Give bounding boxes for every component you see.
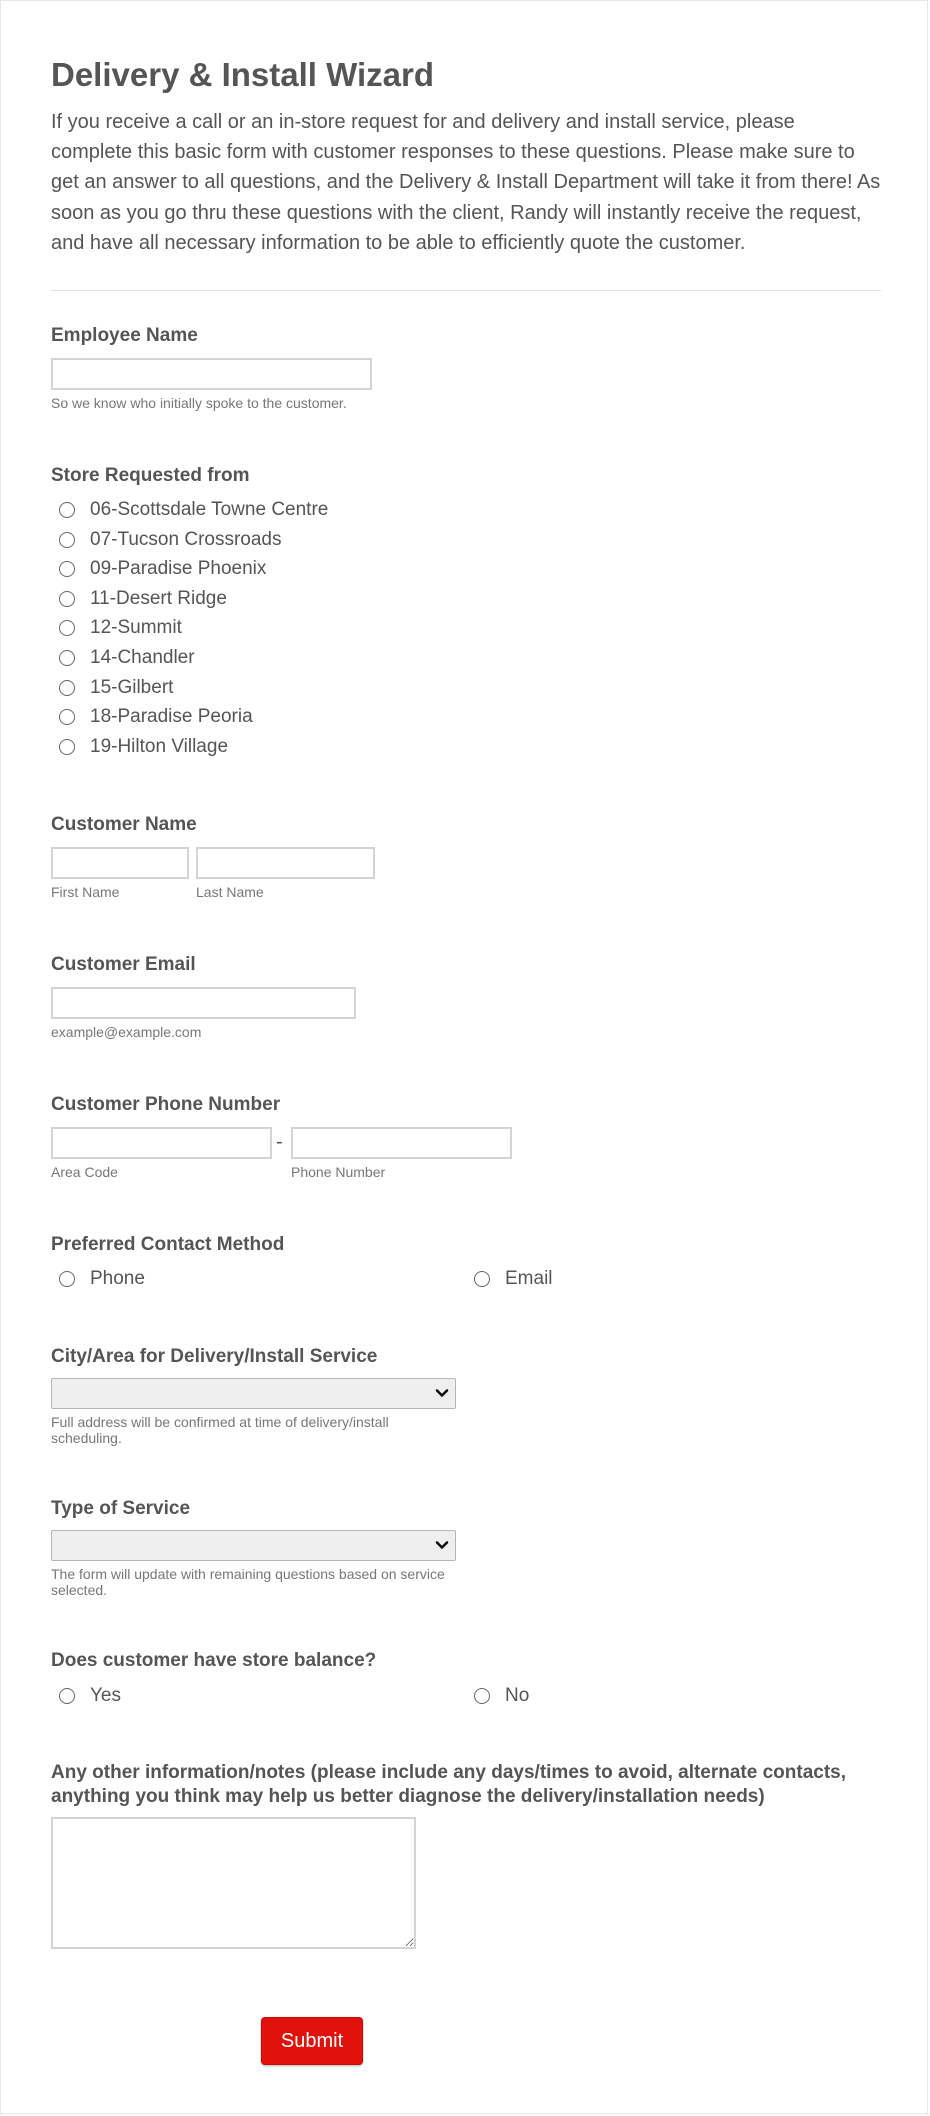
city-area-label: City/Area for Delivery/Install Service: [51, 1346, 378, 1367]
store-option-07[interactable]: [59, 527, 281, 553]
store-balance-no[interactable]: [474, 1683, 529, 1709]
store-option-label: 07-Tucson Crossroads: [90, 528, 282, 550]
contact-option-label: Email: [505, 1268, 553, 1289]
employee-name-input[interactable]: [51, 358, 372, 390]
customer-phone-label: Customer Phone Number: [51, 1094, 281, 1115]
store-option-15[interactable]: [59, 675, 173, 701]
contact-option-email[interactable]: [474, 1266, 553, 1292]
submit-button[interactable]: Submit: [261, 2017, 363, 2065]
radio-circle[interactable]: [59, 709, 75, 725]
store-option-11[interactable]: [59, 586, 227, 612]
radio-circle[interactable]: [59, 502, 75, 518]
radio-circle[interactable]: [59, 591, 75, 607]
store-option-label: 18-Paradise Peoria: [90, 706, 253, 728]
radio-circle[interactable]: [474, 1688, 490, 1704]
store-option-label: 09-Paradise Phoenix: [90, 558, 267, 580]
radio-circle[interactable]: [59, 1688, 75, 1704]
store-option-19[interactable]: [59, 734, 228, 760]
first-name-input[interactable]: [51, 847, 189, 879]
store-option-label: 11-Desert Ridge: [90, 587, 227, 609]
form-title: Delivery & Install Wizard: [51, 56, 434, 93]
first-name-hint: First Name: [51, 884, 120, 900]
last-name-input[interactable]: [196, 847, 375, 879]
store-option-label: 19-Hilton Village: [90, 735, 229, 757]
store-option-18[interactable]: [59, 704, 253, 730]
store-balance-option-label: No: [505, 1685, 530, 1706]
store-option-label: 12-Summit: [90, 617, 182, 639]
radio-circle[interactable]: [59, 532, 75, 548]
radio-circle[interactable]: [474, 1271, 490, 1287]
form-intro: If you receive a call or an in-store request for and delivery and install service, please complete this basic form with customer responses to these questions. Please make sure to get an answer to all questions, and the Delivery & Install Department will take it from there! As soon as you go thru these questions with the client, Randy will instantly receive the request, and have all necessary information to be able to efficiently quote the customer.: [51, 111, 881, 254]
notes-label: Any other information/notes (please include any days/times to avoid, alternate contacts, anything you think may help us better diagnose the delivery/installation needs): [51, 1762, 847, 1807]
store-label: Store Requested from: [51, 465, 250, 486]
phone-number-hint: Phone Number: [291, 1164, 386, 1180]
radio-circle[interactable]: [59, 620, 75, 636]
area-code-hint: Area Code: [51, 1164, 118, 1180]
store-option-14[interactable]: [59, 645, 195, 671]
employee-name-label: Employee Name: [51, 325, 198, 346]
customer-email-label: Customer Email: [51, 954, 196, 975]
city-area-hint: Full address will be confirmed at time of delivery/install scheduling.: [51, 1414, 389, 1446]
contact-option-phone[interactable]: [59, 1266, 145, 1292]
area-code-input[interactable]: [51, 1127, 272, 1159]
store-option-label: 15-Gilbert: [90, 676, 174, 698]
city-area-select[interactable]: [51, 1378, 456, 1409]
store-balance-label: Does customer have store balance?: [51, 1650, 377, 1671]
radio-circle[interactable]: [59, 739, 75, 755]
employee-name-hint: So we know who initially spoke to the customer.: [51, 395, 347, 411]
notes-textarea[interactable]: [51, 1817, 416, 1949]
contact-option-label: Phone: [90, 1268, 145, 1289]
service-type-select[interactable]: [51, 1530, 456, 1561]
service-type-hint: The form will update with remaining questions based on service selected.: [51, 1566, 445, 1598]
customer-email-hint: example@example.com: [51, 1024, 202, 1040]
chevron-down-icon: [435, 1538, 449, 1552]
radio-circle[interactable]: [59, 1271, 75, 1287]
divider: [51, 290, 881, 291]
store-balance-yes[interactable]: [59, 1683, 121, 1709]
phone-number-input[interactable]: [291, 1127, 512, 1159]
phone-separator: -: [276, 1131, 283, 1153]
customer-name-label: Customer Name: [51, 814, 197, 835]
radio-circle[interactable]: [59, 650, 75, 666]
service-type-label: Type of Service: [51, 1498, 191, 1519]
store-option-label: 14-Chandler: [90, 647, 195, 668]
store-option-09[interactable]: [59, 556, 266, 582]
store-option-label: 06-Scottsdale Towne Centre: [90, 499, 329, 520]
store-option-06[interactable]: [59, 497, 328, 523]
contact-method-label: Preferred Contact Method: [51, 1234, 285, 1255]
store-option-12[interactable]: [59, 615, 182, 641]
radio-circle[interactable]: [59, 561, 75, 577]
store-balance-option-label: Yes: [90, 1685, 121, 1706]
radio-circle[interactable]: [59, 680, 75, 696]
customer-email-input[interactable]: [51, 987, 356, 1019]
last-name-hint: Last Name: [196, 884, 264, 900]
chevron-down-icon: [435, 1386, 449, 1400]
